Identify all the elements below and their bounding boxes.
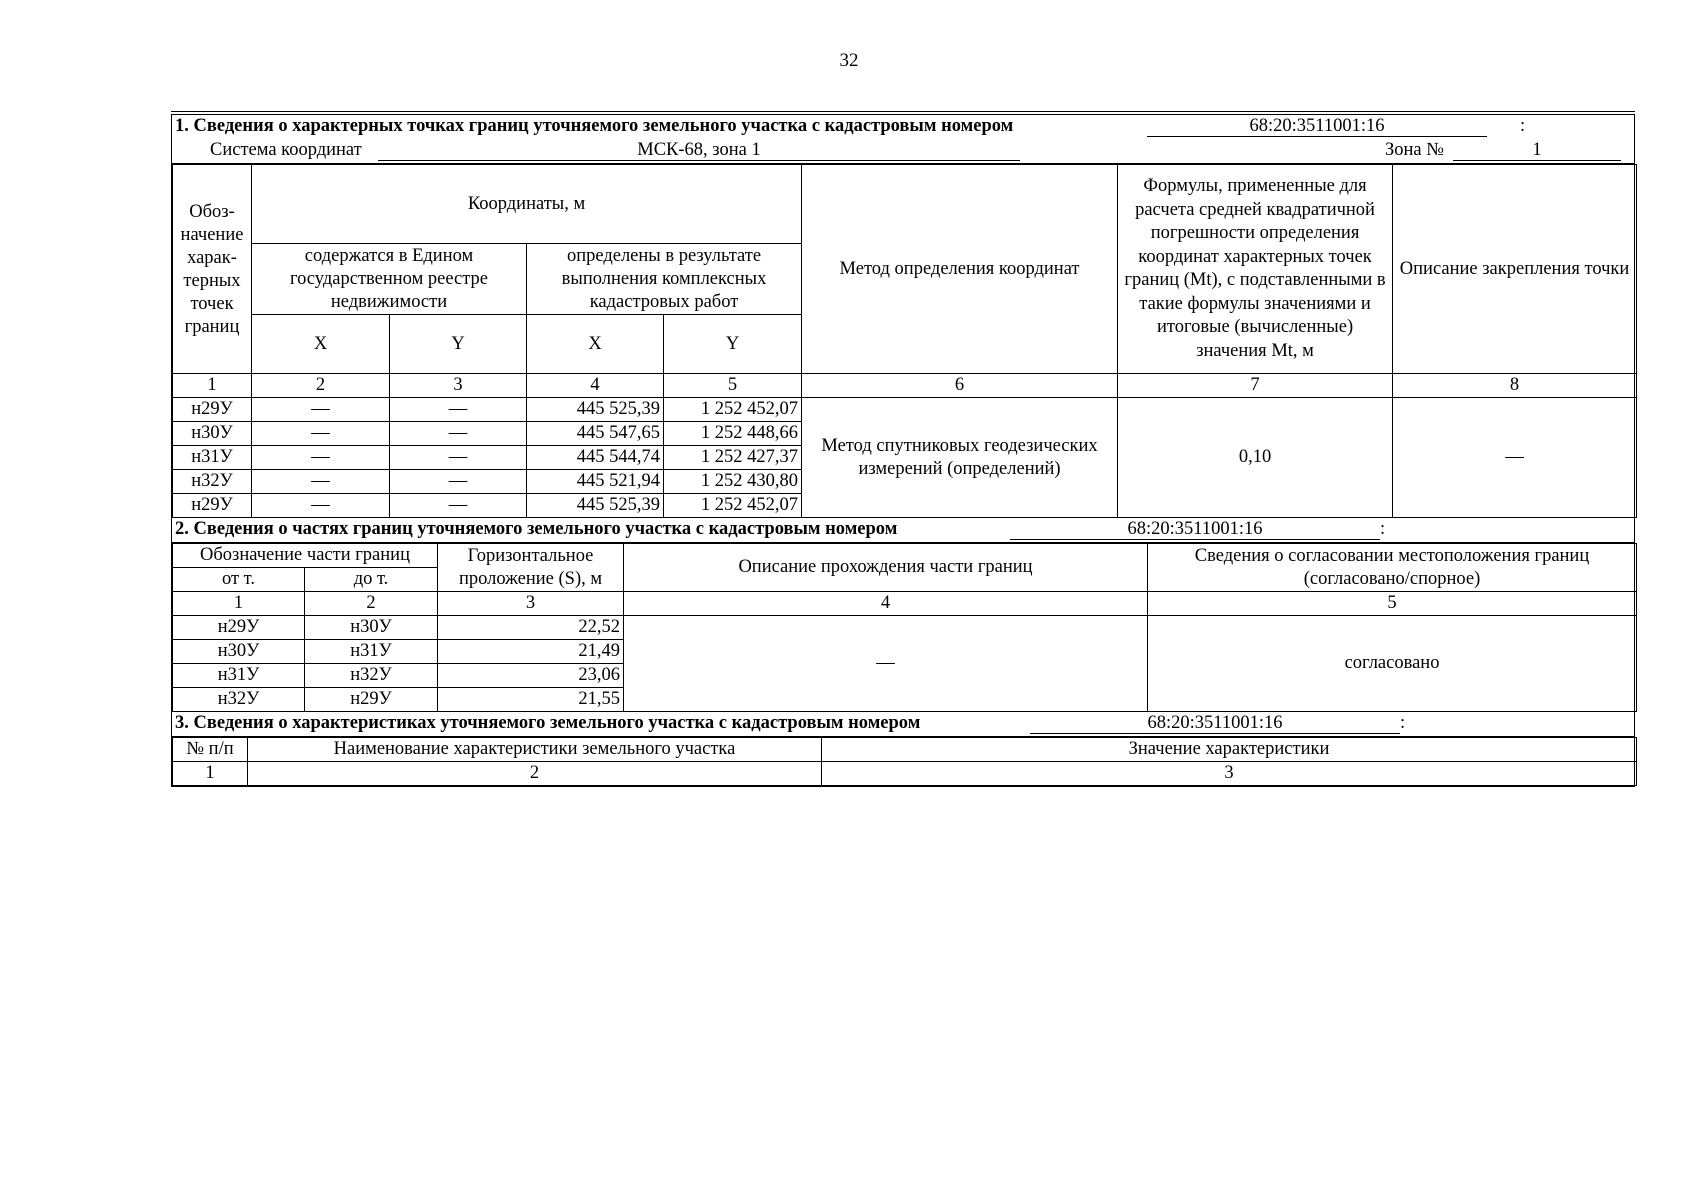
header-name: Наименование характеристики земельного участка [248,738,822,762]
col-number: 3 [390,374,527,398]
header-from: от т. [173,568,305,592]
coord-system-value: МСК-68, зона 1 [378,139,1020,161]
from-point: н30У [173,640,305,664]
zone-label: Зона № [1385,140,1444,160]
col-number: 4 [527,374,664,398]
table-row [173,616,1637,640]
mt-value: 0,10 [1118,398,1393,518]
y-egrn: — [390,470,527,494]
col-number: 6 [802,374,1118,398]
header-egrn: содержатся в Едином государственном реестре недвижимости [252,244,527,315]
col-number: 1 [173,762,248,786]
y-egrn: — [390,398,527,422]
from-point: н29У [173,616,305,640]
col-number: 5 [664,374,802,398]
header-y-egrn: Y [390,315,527,374]
x-complex: 445 544,74 [527,446,664,470]
x-complex: 445 521,94 [527,470,664,494]
point-name: н30У [173,422,252,446]
section3-table [172,737,1637,786]
header-part-designation: Обозначение части границ [173,544,438,568]
header-agreement: Сведения о согласовании местоположения границ (согласовано/спорное) [1148,544,1637,592]
section2-title: 2. Сведения о частях границ уточняемого земельного участка с кадастровым номером [175,519,898,539]
section2-cadastral-number: 68:20:3511001:16 [1010,518,1380,540]
horizontal-distance: 23,06 [438,664,624,688]
header-to: до т. [305,568,438,592]
header-fixing: Описание закрепления точки [1393,165,1637,374]
zone-value: 1 [1453,139,1621,161]
point-name: н32У [173,470,252,494]
from-point: н31У [173,664,305,688]
section3-title: 3. Сведения о характеристиках уточняемого земельного участка с кадастровым номером [175,713,921,733]
header-formulas: Формулы, примененные для расчета средней квадратичной погрешности определения координат характерных точек границ (Mt), с подставленными в такие формулы значениями и итоговые (вычисленные) значения Mt, м [1118,165,1393,374]
x-egrn: — [252,398,390,422]
y-complex: 1 252 452,07 [664,398,802,422]
header-designation: Обоз- начение харак- терных точек границ [173,165,252,374]
col-number: 1 [173,592,305,616]
x-egrn: — [252,422,390,446]
section2-colon: : [1380,519,1386,539]
section1-cadastral-number: 68:20:3511001:16 [1147,115,1487,137]
agreement-value: согласовано [1148,616,1637,712]
to-point: н31У [305,640,438,664]
section1-table [172,164,1637,518]
fixing-value: — [1393,398,1637,518]
section2-header [172,518,1634,543]
header-num: № п/п [173,738,248,762]
horizontal-distance: 21,55 [438,688,624,712]
col-number: 3 [822,762,1637,786]
page-number: 32 [839,50,859,71]
horizontal-distance: 21,49 [438,640,624,664]
section1-header [172,115,1634,164]
to-point: н30У [305,616,438,640]
x-complex: 445 547,65 [527,422,664,446]
section3-header [172,712,1634,737]
to-point: н32У [305,664,438,688]
header-value: Значение характеристики [822,738,1637,762]
header-x-egrn: X [252,315,390,374]
col-number: 3 [438,592,624,616]
col-number: 4 [624,592,1148,616]
col-number: 7 [1118,374,1393,398]
col-number: 2 [305,592,438,616]
point-name: н29У [173,398,252,422]
y-egrn: — [390,494,527,518]
header-coordinates: Координаты, м [252,165,802,244]
header-y-complex: Y [664,315,802,374]
x-egrn: — [252,470,390,494]
horizontal-distance: 22,52 [438,616,624,640]
col-number: 2 [248,762,822,786]
description-value: — [624,616,1148,712]
col-number: 2 [252,374,390,398]
y-complex: 1 252 452,07 [664,494,802,518]
y-complex: 1 252 427,37 [664,446,802,470]
table-row [173,398,1637,422]
x-egrn: — [252,446,390,470]
section2-table [172,543,1637,712]
y-egrn: — [390,422,527,446]
y-egrn: — [390,446,527,470]
y-complex: 1 252 430,80 [664,470,802,494]
col-number: 1 [173,374,252,398]
point-name: н31У [173,446,252,470]
x-complex: 445 525,39 [527,398,664,422]
point-name: н29У [173,494,252,518]
method-value: Метод спутниковых геодезических измерений (определений) [802,398,1118,518]
to-point: н29У [305,688,438,712]
section3-cadastral-number: 68:20:3511001:16 [1030,712,1400,734]
x-egrn: — [252,494,390,518]
coord-system-label: Система координат [210,140,362,160]
x-complex: 445 525,39 [527,494,664,518]
header-description: Описание прохождения части границ [624,544,1148,592]
header-horizontal: Горизонтальное проложение (S), м [438,544,624,592]
cadastral-document [171,114,1635,787]
y-complex: 1 252 448,66 [664,422,802,446]
header-method: Метод определения координат [802,165,1118,374]
section3-colon: : [1400,713,1406,733]
from-point: н32У [173,688,305,712]
header-complex: определены в результате выполнения комплексных кадастровых работ [527,244,802,315]
col-number: 5 [1148,592,1637,616]
col-number: 8 [1393,374,1637,398]
header-x-complex: X [527,315,664,374]
section1-colon: : [1520,116,1526,136]
section1-title: 1. Сведения о характерных точках границ уточняемого земельного участка с кадастровым номером [175,116,1014,136]
